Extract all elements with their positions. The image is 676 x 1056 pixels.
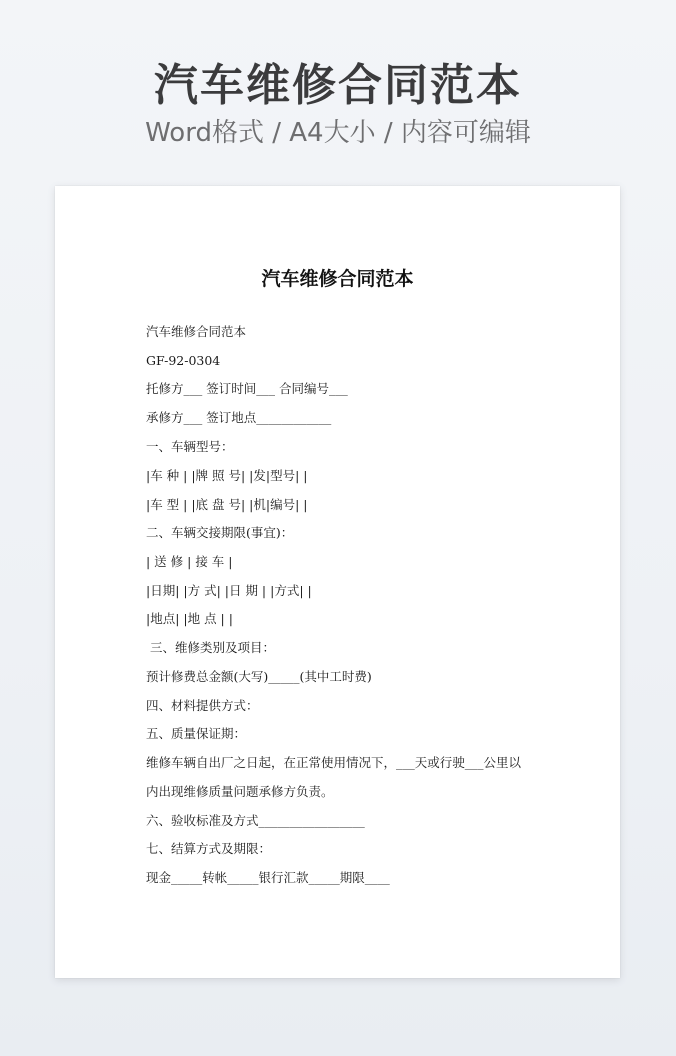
document-line: 承修方___ 签订地点____________	[146, 410, 332, 425]
document-line: 六、验收标准及方式_________________	[146, 813, 365, 828]
banner-title: 汽车维修合同范本	[154, 60, 522, 111]
document-line: 二、车辆交接期限(事宜)：	[146, 525, 294, 540]
document-line: 现金_____转帐_____银行汇款_____期限____	[146, 870, 390, 885]
document-line: 维修车辆自出厂之日起，在正常使用情况下，___天或行驶___公里以	[146, 755, 522, 770]
document-line: 三、维修类别及项目：	[146, 640, 275, 655]
document-line: 托修方___ 签订时间___ 合同编号___	[146, 381, 348, 396]
document-line: |日期| |方 式| |日 期 | |方式| |	[146, 583, 312, 598]
banner-subtitle: Word格式 / A4大小 / 内容可编辑	[145, 118, 531, 148]
document-line: |车 型 | |底 盘 号| |机|编号| |	[146, 497, 308, 512]
document-line: 汽车维修合同范本	[146, 324, 247, 339]
document-line: | 送 修 | 接 车 |	[146, 554, 233, 569]
document-line: 内出现维修质量问题承修方负责。	[146, 784, 334, 799]
document-line: 五、质量保证期：	[146, 726, 247, 741]
document-line: |车 种 | |牌 照 号| |发|型号| |	[146, 468, 308, 483]
document-line: 一、车辆型号：	[146, 439, 234, 454]
document-page	[55, 186, 620, 978]
document-line: |地点| |地 点 | |	[146, 611, 233, 626]
document-line: GF-92-0304	[146, 353, 221, 368]
document-line: 四、材料提供方式：	[146, 698, 259, 713]
document-line: 预计修费总金额(大写)_____(其中工时费)	[146, 669, 372, 684]
document-line: 七、结算方式及期限：	[146, 841, 272, 856]
document-title: 汽车维修合同范本	[261, 268, 414, 290]
